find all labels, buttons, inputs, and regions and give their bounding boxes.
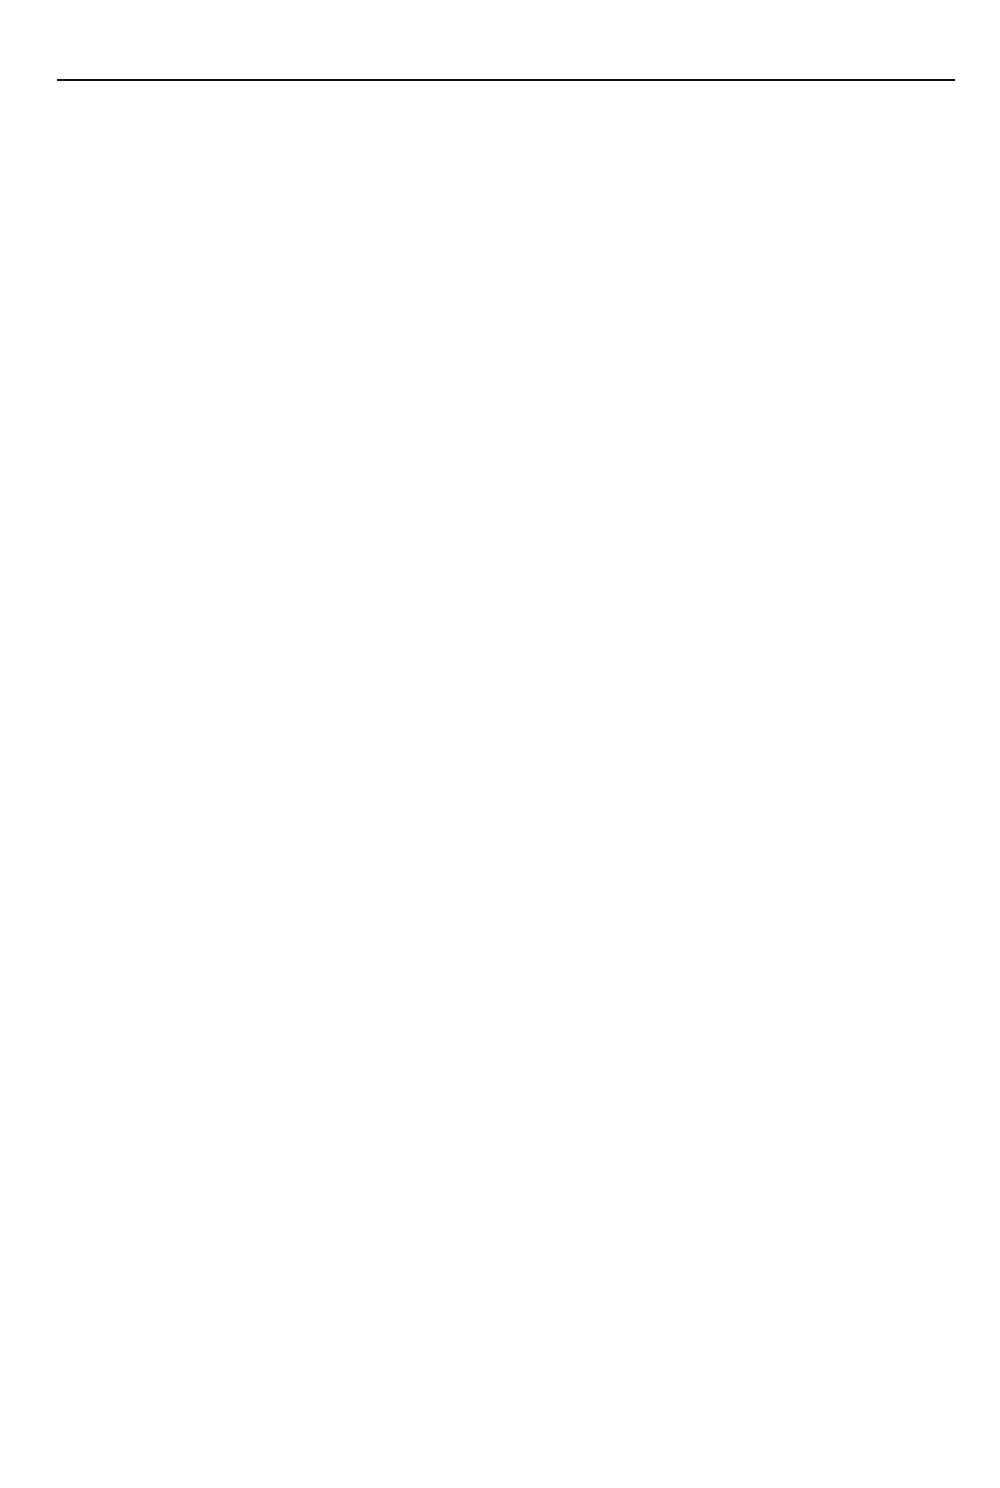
page-header (57, 48, 955, 81)
document-page (57, 48, 955, 107)
